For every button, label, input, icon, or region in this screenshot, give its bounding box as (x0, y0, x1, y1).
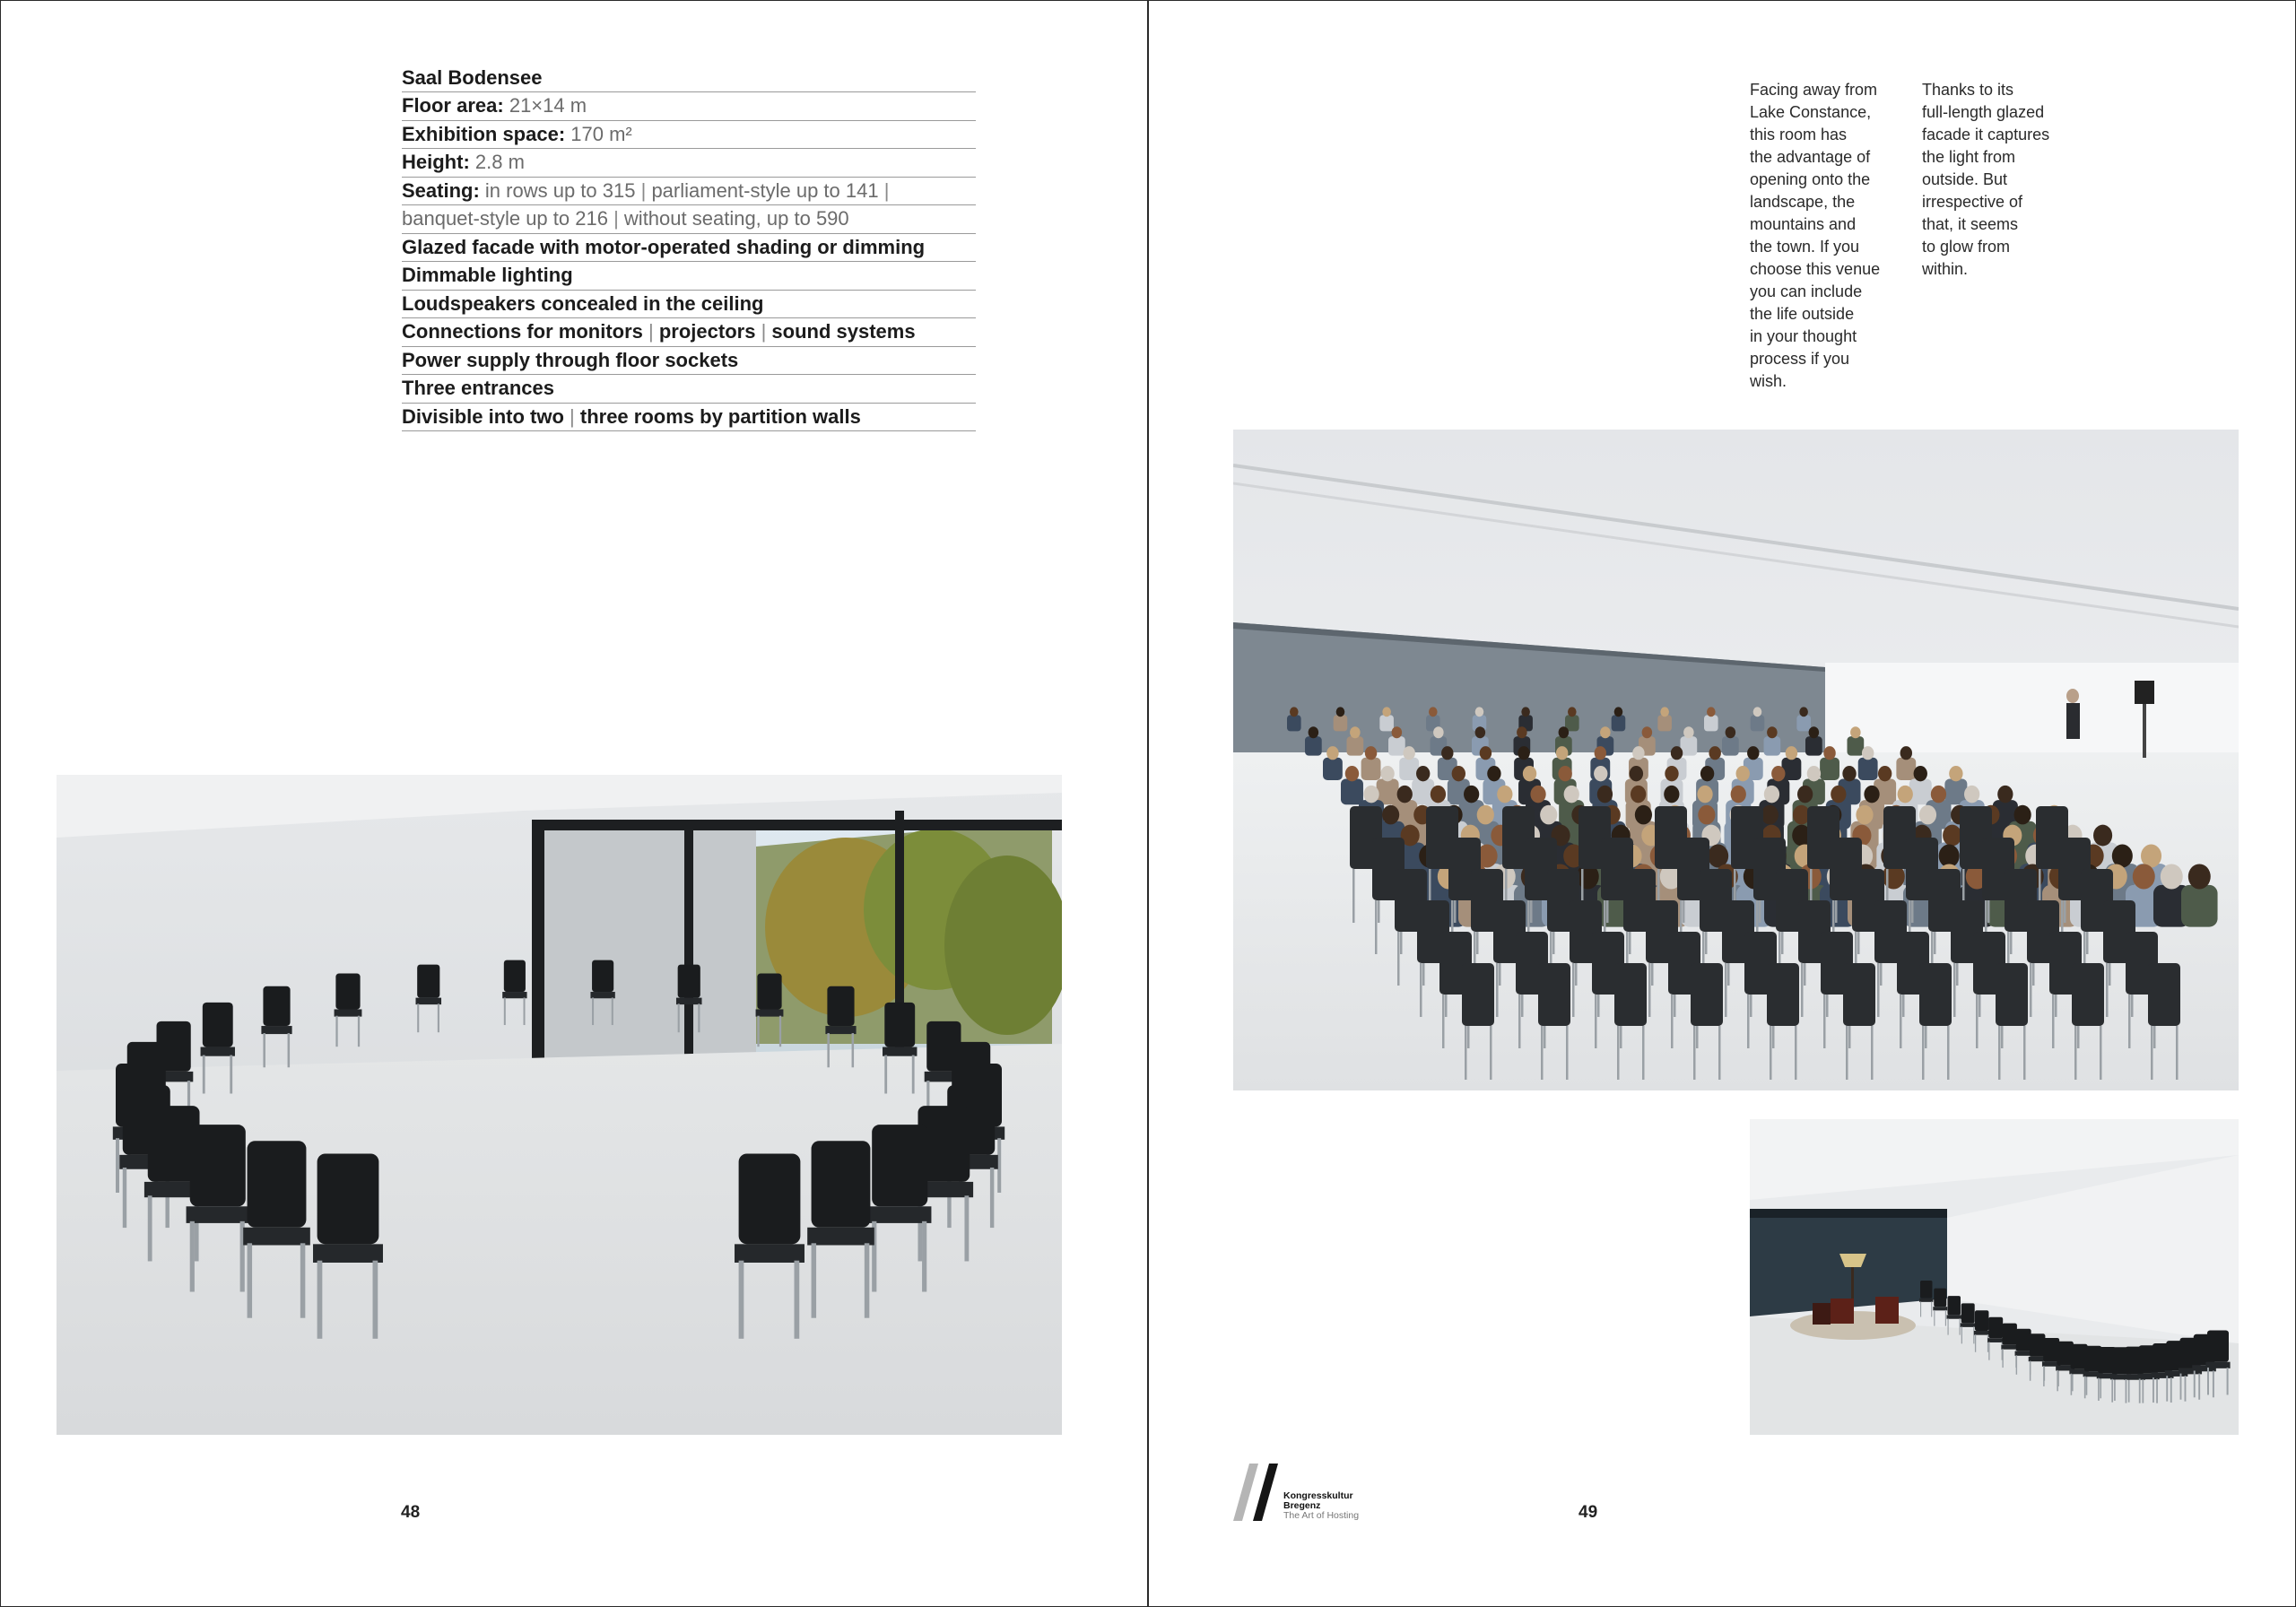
photo-chair-circle (57, 775, 1062, 1435)
column-line: the life outside (1750, 305, 1855, 323)
spec-facade (402, 234, 976, 263)
column-line: choose this venue (1750, 260, 1881, 278)
column-line: that, it seems (1922, 215, 2019, 233)
spec-feature: Divisible into two (402, 404, 564, 428)
column-line: process if you (1750, 350, 1850, 368)
spec-exhibition-space (402, 121, 976, 150)
spec-feature: three rooms by partition walls (579, 404, 861, 428)
separator: | (761, 320, 767, 343)
separator: | (883, 178, 890, 202)
column-line: to glow from (1922, 238, 2011, 256)
spec-value: banquet-style up to 216 (402, 207, 608, 230)
spec-label: Seating: (402, 178, 480, 202)
spec-label: Height: (402, 151, 470, 173)
column-line: opening onto the (1750, 170, 1871, 188)
column-line: the town. If you (1750, 238, 1860, 256)
column-line: landscape, the (1750, 193, 1856, 211)
separator: | (613, 207, 619, 230)
column-line: wish. (1750, 372, 1787, 390)
spec-lighting (402, 262, 976, 291)
page-number-left: 48 (401, 1503, 421, 1522)
spec-seating-continued (402, 205, 976, 234)
logo-name-line1: Kongresskultur (1283, 1490, 1353, 1501)
column-line: outside. But (1922, 170, 2008, 188)
logo-name-line2: Bregenz (1283, 1500, 1321, 1511)
spec-feature: Power supply through floor sockets (402, 348, 739, 371)
spec-feature: Glazed facade with motor-operated shading or dimming (402, 235, 926, 258)
column-line: the advantage of (1750, 148, 1871, 166)
spec-table (402, 65, 976, 431)
column-line: within. (1922, 260, 1969, 278)
column-line: this room has (1750, 126, 1848, 143)
spec-feature: Loudspeakers concealed in the ceiling (402, 291, 764, 315)
spec-feature: sound systems (771, 320, 916, 343)
spec-feature: Connections for monitors (402, 320, 643, 343)
spec-feature: Three entrances (402, 377, 554, 399)
spec-value: 2.8 m (474, 151, 525, 173)
photo-lounge-setting (1750, 1119, 2239, 1435)
page-gutter (1147, 0, 1149, 1607)
spec-connections (402, 318, 976, 347)
page-number-right: 49 (1578, 1503, 1598, 1522)
spec-height (402, 149, 976, 178)
spec-value: parliament-style up to 141 (651, 178, 879, 202)
body-column-1 (1750, 79, 1902, 393)
spec-label: Floor area: (402, 94, 504, 117)
separator: | (570, 404, 575, 428)
slash-logo-icon (1233, 1462, 1287, 1523)
column-line: facade it captures (1922, 126, 2050, 143)
spec-seating (402, 178, 976, 206)
spec-divisible (402, 404, 976, 432)
spec-feature: Dimmable lighting (402, 264, 573, 286)
column-line: Lake Constance, (1750, 103, 1872, 121)
separator: | (640, 178, 647, 202)
spec-loudspeakers (402, 291, 976, 319)
logo-wordmark (1283, 1491, 1359, 1521)
spec-floor-area (402, 92, 976, 121)
body-column-2 (1922, 79, 2074, 281)
spec-label: Exhibition space: (402, 122, 566, 145)
kongresskultur-logo (1233, 1462, 1377, 1524)
separator: | (648, 320, 654, 343)
spec-value: 21×14 m (509, 94, 587, 117)
column-line: the light from (1922, 148, 2016, 166)
spec-title: Saal Bodensee (402, 65, 976, 92)
photo-seated-audience (1233, 430, 2239, 1090)
column-line: in your thought (1750, 327, 1857, 345)
spec-power (402, 347, 976, 376)
logo-tagline: The Art of Hosting (1283, 1510, 1360, 1521)
column-line: Thanks to its (1922, 81, 2014, 99)
column-line: mountains and (1750, 215, 1857, 233)
column-line: full-length glazed (1922, 103, 2045, 121)
spec-value: without seating, up to 590 (623, 207, 849, 230)
column-line: irrespective of (1922, 193, 2023, 211)
spec-entrances (402, 375, 976, 404)
spec-value: in rows up to 315 (484, 178, 636, 202)
column-line: Facing away from (1750, 81, 1878, 99)
spec-feature: projectors (658, 320, 756, 343)
spec-value: 170 m² (570, 122, 632, 145)
column-line: you can include (1750, 282, 1863, 300)
